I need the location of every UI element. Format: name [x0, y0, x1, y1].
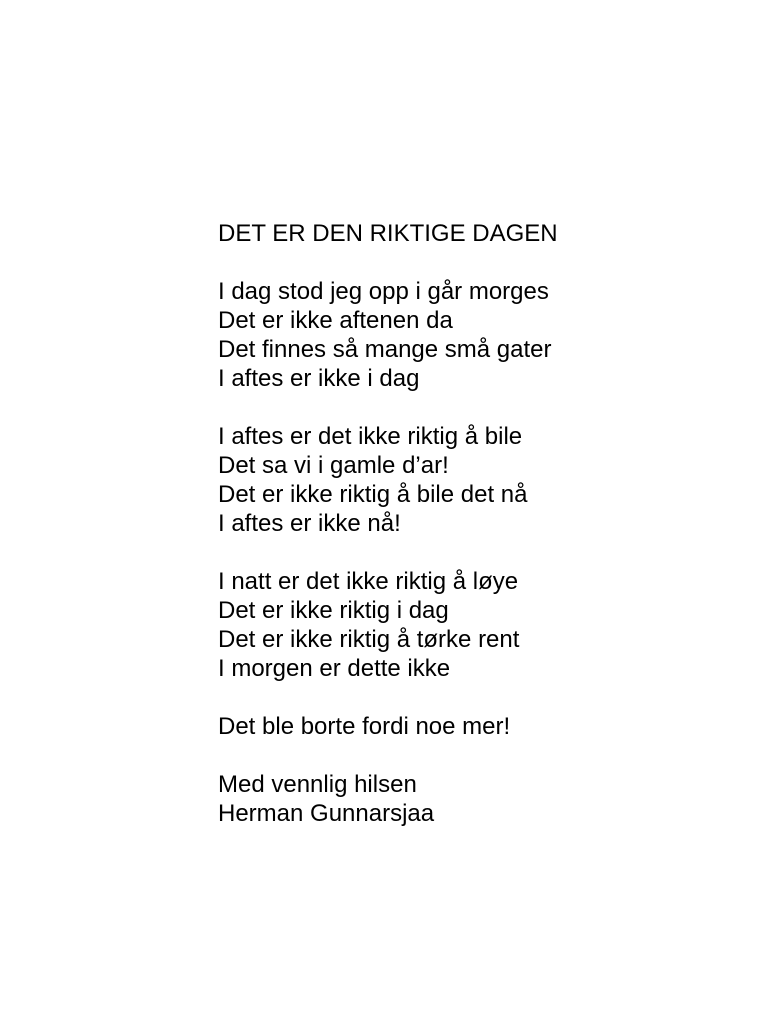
stanza-1 [218, 277, 718, 393]
poem [218, 219, 718, 828]
poem-line: Det sa vi i gamle d’ar! [218, 452, 449, 479]
stanza-3 [218, 567, 718, 683]
poem-line: I morgen er dette ikke [218, 655, 451, 682]
poem-line: I aftes er ikke nå! [218, 510, 401, 537]
poem-line: Det er ikke aftenen da [218, 307, 453, 334]
stanza-gap [218, 741, 718, 770]
poem-title: DET ER DEN RIKTIGE DAGEN [218, 220, 558, 247]
stanza-gap [218, 683, 718, 712]
sign-off [218, 770, 718, 828]
poem-line: Det finnes så mange små gater [218, 336, 552, 363]
poem-line: Det er ikke riktig å tørke rent [218, 626, 520, 653]
poem-line: Det er ikke riktig å bile det nå [218, 481, 528, 508]
poem-line: I dag stod jeg opp i går morges [218, 278, 549, 305]
stanza-2 [218, 422, 718, 538]
poem-line: I aftes er ikke i dag [218, 365, 420, 392]
stanza-gap [218, 248, 718, 277]
poem-line: I natt er det ikke riktig å løye [218, 568, 519, 595]
closing-greeting: Med vennlig hilsen [218, 771, 417, 798]
stanza-4 [218, 712, 718, 741]
poem-line: Det ble borte fordi noe mer! [218, 713, 511, 740]
stanza-gap [218, 538, 718, 567]
author-signature: Herman Gunnarsjaa [218, 800, 435, 827]
poem-line: Det er ikke riktig i dag [218, 597, 449, 624]
poem-line: I aftes er det ikke riktig å bile [218, 423, 523, 450]
stanza-gap [218, 393, 718, 422]
